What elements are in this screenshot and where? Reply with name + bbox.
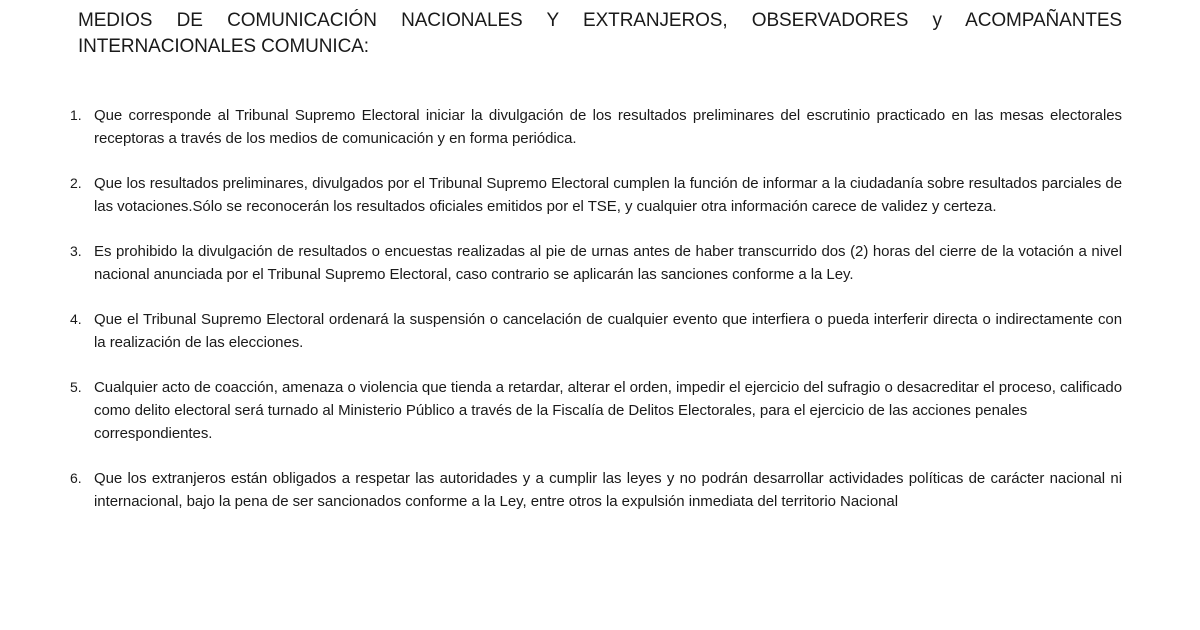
list-item-text: Que corresponde al Tribunal Supremo Electoral iniciar la divulgación de los resultados preliminares del escrutinio practicado en las mesas electorales receptoras a través de los medios de comunicación y en forma periódica. bbox=[94, 107, 1122, 147]
list-item-text: Que los resultados preliminares, divulgados por el Tribunal Supremo Electoral cumplen la función de informar a la ciudadanía sobre resultados parciales de las votaciones.Sólo se reconocerán los resultados oficiales emitidos por el TSE, y cualquier otra información carece de validez y certeza. bbox=[94, 175, 1122, 215]
list-item-number: 2. bbox=[70, 175, 82, 191]
list-item-text: Que el Tribunal Supremo Electoral ordenará la suspensión o cancelación de cualquier evento que interfiera o pueda interferir directa o indirectamente con la realización de las elecciones. bbox=[94, 311, 1122, 351]
list-item-continuation: correspondientes. bbox=[94, 425, 213, 442]
list-item bbox=[70, 104, 1122, 150]
list-item bbox=[70, 467, 1122, 513]
list-item bbox=[70, 172, 1122, 218]
list-item bbox=[70, 240, 1122, 286]
list-item-body bbox=[94, 376, 1122, 445]
numbered-list bbox=[70, 104, 1122, 513]
list-item-number: 3. bbox=[70, 243, 82, 259]
document-heading: MEDIOS DE COMUNICACIÓN NACIONALES Y EXTRANJEROS, OBSERVADORES y ACOMPAÑANTES INTERNACIONALES COMUNICA: bbox=[78, 10, 1122, 57]
list-item-text: Que los extranjeros están obligados a respetar las autoridades y a cumplir las leyes y no podrán desarrollar actividades políticas de carácter nacional ni internacional, bajo la pena de ser sancionados conforme a la Ley, entre otros la expulsión inmediata del territorio Nacional bbox=[94, 470, 1122, 510]
list-item-number: 4. bbox=[70, 311, 82, 327]
list-item bbox=[70, 376, 1122, 445]
list-item-text: Es prohibido la divulgación de resultados o encuestas realizadas al pie de urnas antes de haber transcurrido dos (2) horas del cierre de la votación a nivel nacional anunciada por el Tribunal Supremo Electoral, caso contrario se aplicarán las sanciones conforme a la Ley. bbox=[94, 243, 1122, 283]
list-item-number: 5. bbox=[70, 379, 82, 395]
list-item-number: 1. bbox=[70, 107, 82, 123]
list-item-number: 6. bbox=[70, 470, 82, 486]
list-item-text: Cualquier acto de coacción, amenaza o violencia que tienda a retardar, alterar el orden, impedir el ejercicio del sufragio o desacreditar el proceso, calificado como delito electoral será turnado al Ministerio Público a través de la Fiscalía de Delitos Electorales, para el ejercicio de las acciones penales bbox=[94, 379, 1122, 419]
list-item bbox=[70, 308, 1122, 354]
